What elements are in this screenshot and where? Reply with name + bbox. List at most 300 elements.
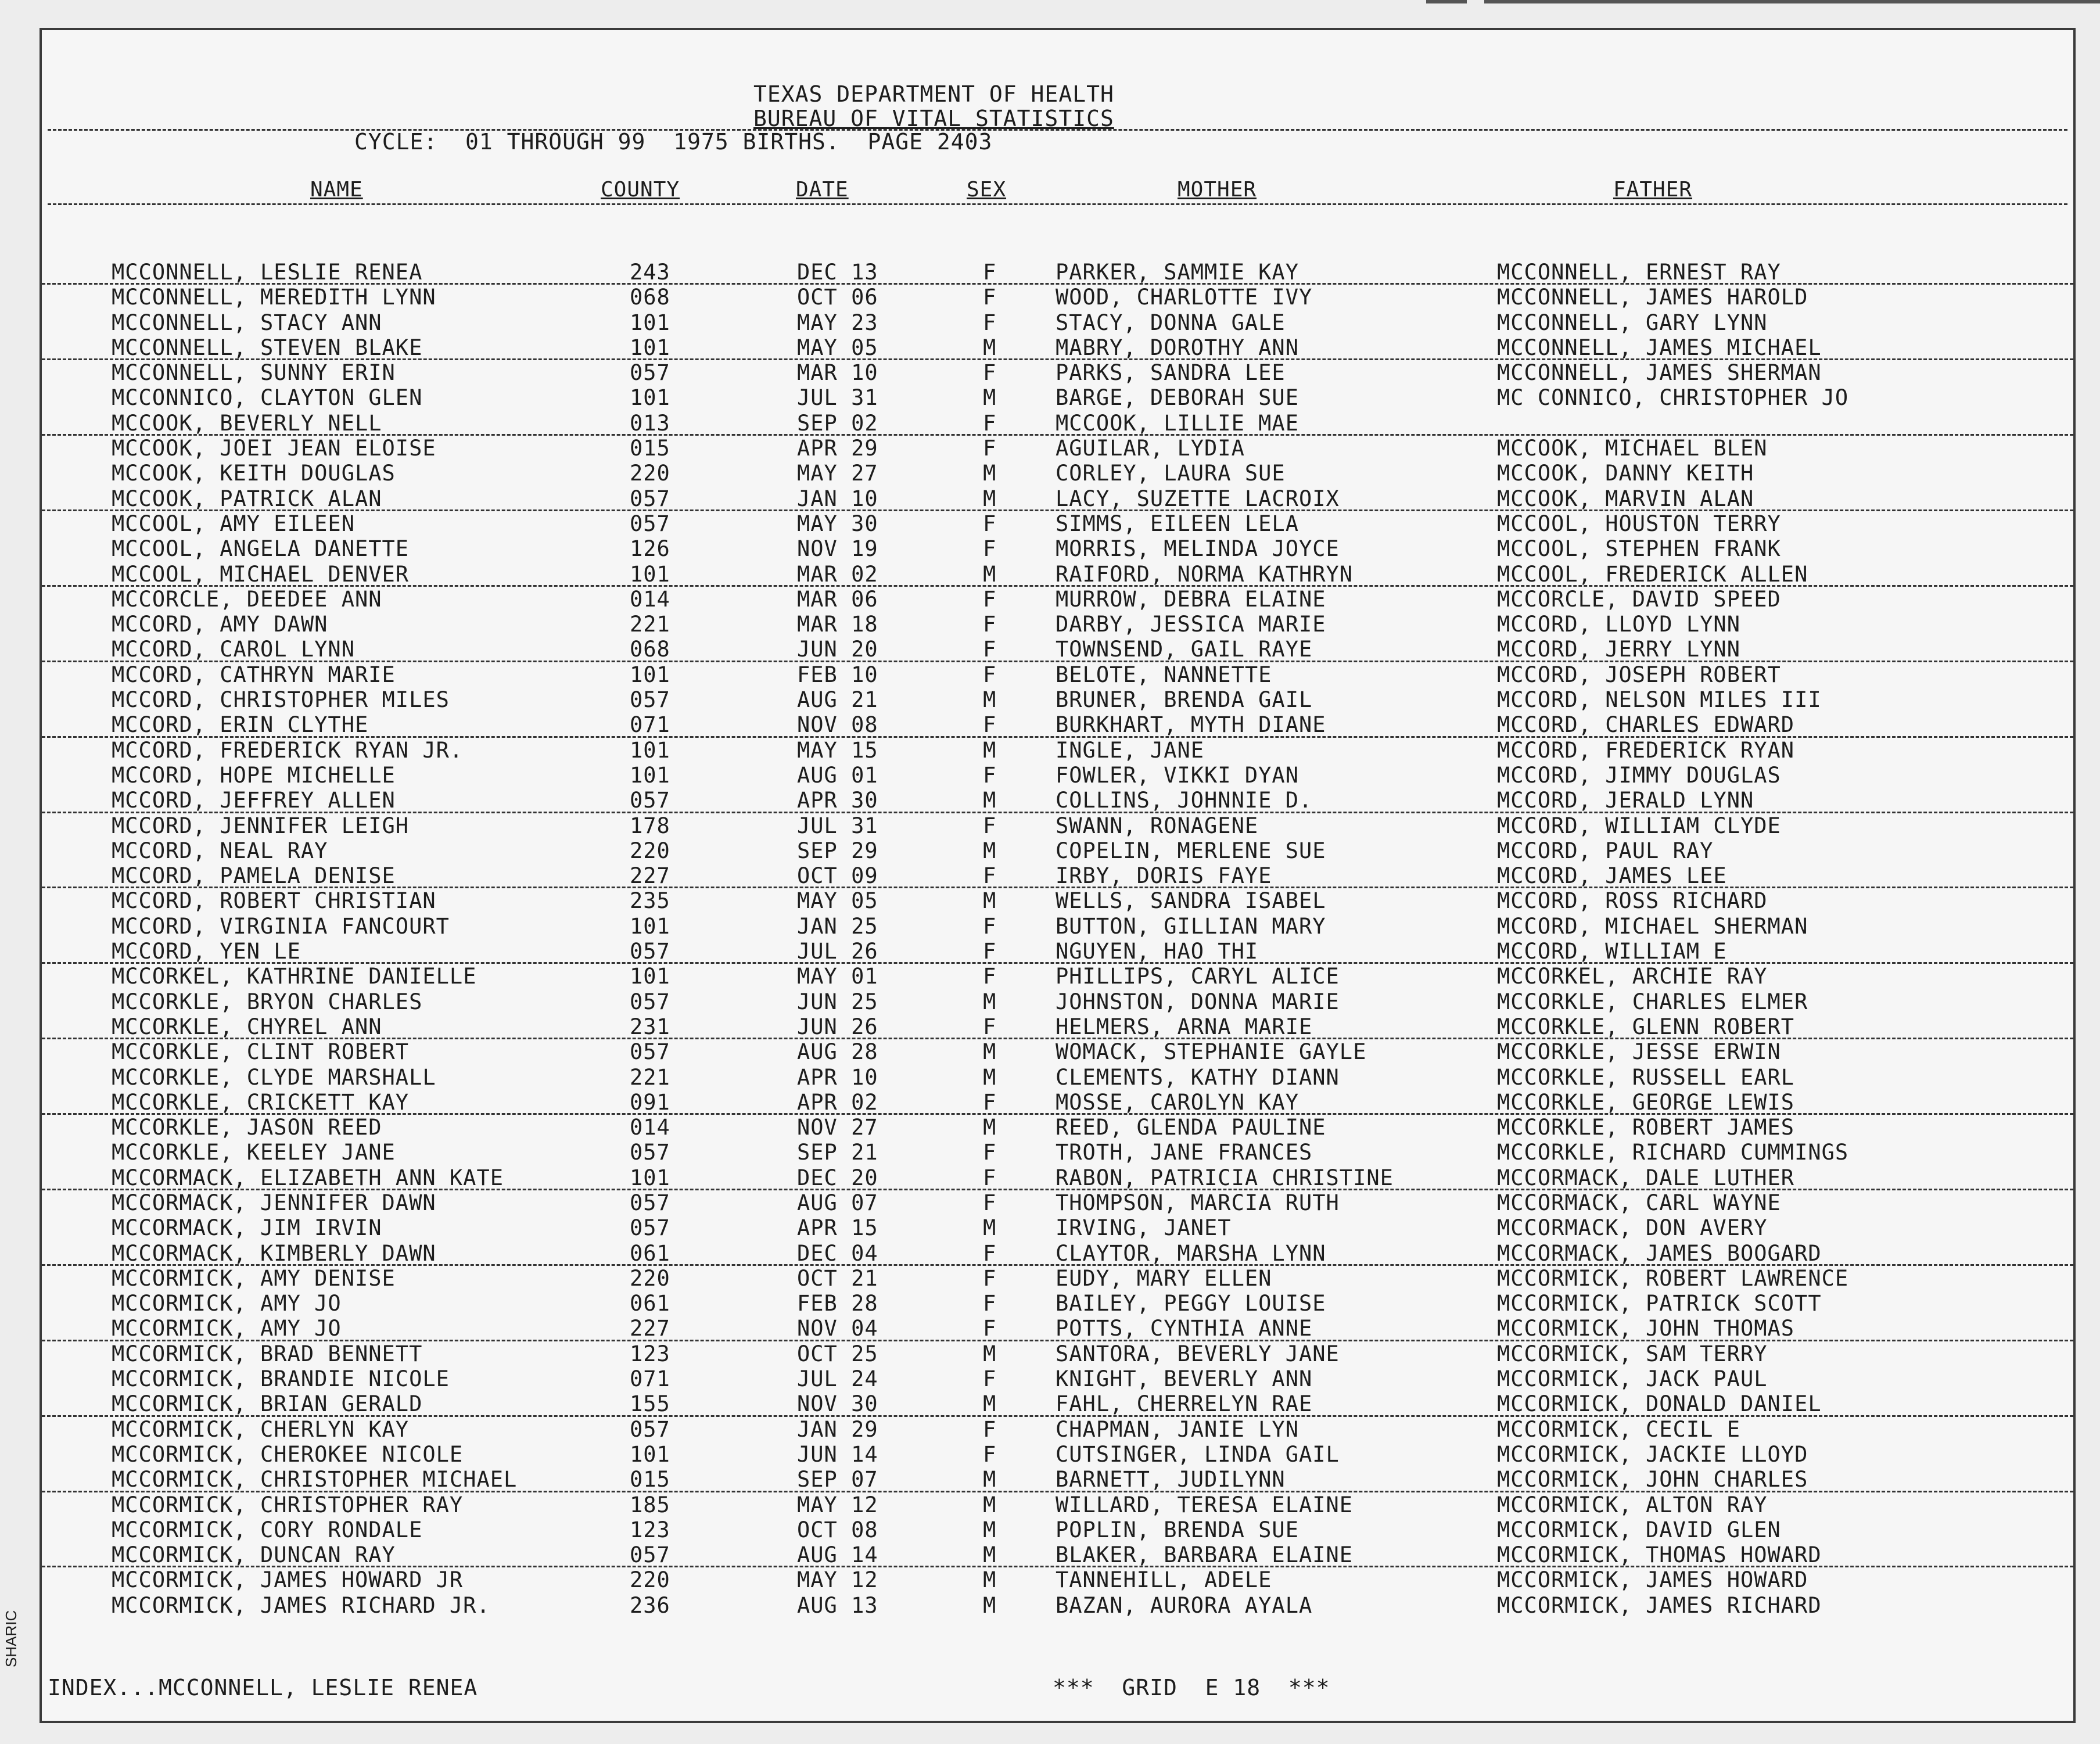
cell-date: APR 02 (797, 1089, 878, 1115)
cell-county: 057 (630, 1190, 670, 1215)
cell-date: MAY 15 (797, 737, 878, 763)
cell-mother: SIMMS, EILEEN LELA (1056, 511, 1299, 536)
cell-name: MCCORMICK, AMY DENISE (112, 1265, 396, 1291)
cell-county: 227 (630, 863, 670, 889)
cell-name: MCCORD, ERIN CLYTHE (112, 712, 369, 738)
table-row (42, 788, 2073, 813)
table-row (42, 1442, 2073, 1467)
cell-mother: SANTORA, BEVERLY JANE (1056, 1341, 1340, 1366)
cell-date: NOV 27 (797, 1115, 878, 1140)
cell-name: MCCORD, NEAL RAY (112, 838, 328, 863)
table-row (42, 1366, 2073, 1391)
cell-sex: M (983, 1341, 997, 1366)
cell-name: MCCONNELL, MEREDITH LYNN (112, 285, 436, 310)
column-header-sex: SEX (967, 178, 1007, 202)
cell-date: NOV 04 (797, 1316, 878, 1341)
cell-county: 057 (630, 1542, 670, 1568)
cell-mother: KNIGHT, BEVERLY ANN (1056, 1366, 1313, 1392)
cell-mother: NGUYEN, HAO THI (1056, 939, 1259, 964)
cell-county: 178 (630, 813, 670, 838)
cell-name: MCCORMICK, BRANDIE NICOLE (112, 1366, 450, 1392)
cell-sex: F (983, 1165, 997, 1190)
cell-sex: F (983, 1291, 997, 1316)
cell-father: MCCONNELL, ERNEST RAY (1497, 260, 1781, 285)
cell-father: MCCORKLE, RUSSELL EARL (1497, 1064, 1795, 1090)
cell-sex: M (983, 1391, 997, 1417)
cell-county: 101 (630, 913, 670, 939)
cell-father: MCCORMICK, JOHN CHARLES (1497, 1467, 1808, 1492)
cell-mother: BURKHART, MYTH DIANE (1056, 712, 1326, 738)
cell-county: 061 (630, 1240, 670, 1266)
cell-name: MCCORD, VIRGINIA FANCOURT (112, 913, 450, 939)
cell-name: MCCORD, JEFFREY ALLEN (112, 788, 396, 813)
cell-county: 014 (630, 1115, 670, 1140)
cell-date: MAR 02 (797, 561, 878, 587)
cell-father: MCCORMICK, THOMAS HOWARD (1497, 1542, 1822, 1568)
cell-mother: PARKS, SANDRA LEE (1056, 360, 1286, 386)
cell-name: MCCOOK, KEITH DOUGLAS (112, 461, 396, 486)
cell-name: MCCOOL, MICHAEL DENVER (112, 561, 410, 587)
cell-father: MCCOOL, FREDERICK ALLEN (1497, 561, 1808, 587)
cell-sex: F (983, 1416, 997, 1442)
cell-father: MC CONNICO, CHRISTOPHER JO (1497, 385, 1849, 411)
cell-mother: COPELIN, MERLENE SUE (1056, 838, 1326, 863)
cell-sex: M (983, 888, 997, 914)
cell-mother: WOMACK, STEPHANIE GAYLE (1056, 1039, 1367, 1065)
cell-county: 101 (630, 964, 670, 989)
cell-mother: IRBY, DORIS FAYE (1056, 863, 1272, 889)
cell-father: MCCORD, JAMES LEE (1497, 863, 1727, 889)
table-row (42, 1517, 2073, 1542)
cell-sex: F (983, 813, 997, 838)
cell-sex: F (983, 260, 997, 285)
cell-date: AUG 07 (797, 1190, 878, 1215)
cell-date: JAN 25 (797, 913, 878, 939)
cell-father: MCCORMICK, JAMES RICHARD (1497, 1592, 1822, 1618)
cell-mother: BUTTON, GILLIAN MARY (1056, 913, 1326, 939)
cell-date: APR 15 (797, 1215, 878, 1241)
cell-sex: F (983, 1014, 997, 1039)
cell-date: MAY 30 (797, 511, 878, 536)
cell-mother: TROTH, JANE FRANCES (1056, 1140, 1313, 1165)
cell-date: MAY 12 (797, 1492, 878, 1517)
table-row (42, 838, 2073, 863)
cell-father: MCCORMICK, JAMES HOWARD (1497, 1567, 1808, 1593)
cell-sex: M (983, 1492, 997, 1517)
cell-mother: PHILLIPS, CARYL ALICE (1056, 964, 1340, 989)
table-row (42, 411, 2073, 436)
cell-mother: POTTS, CYNTHIA ANNE (1056, 1316, 1313, 1341)
cell-father: MCCORMACK, DON AVERY (1497, 1215, 1768, 1241)
cell-father: MCCORD, LLOYD LYNN (1497, 612, 1740, 637)
cell-county: 057 (630, 1039, 670, 1065)
cell-mother: BARNETT, JUDILYNN (1056, 1467, 1286, 1492)
cell-county: 101 (630, 762, 670, 788)
table-row (42, 1467, 2073, 1492)
cell-date: JUN 20 (797, 637, 878, 662)
cell-sex: F (983, 536, 997, 562)
table-row (42, 1090, 2073, 1115)
column-header-name: NAME (310, 178, 363, 202)
cell-mother: WOOD, CHARLOTTE IVY (1056, 285, 1313, 310)
cell-date: MAY 05 (797, 335, 878, 360)
cell-date: MAR 18 (797, 612, 878, 637)
table-row (42, 763, 2073, 788)
table-row (42, 1341, 2073, 1366)
cell-father: MCCORMACK, DALE LUTHER (1497, 1165, 1795, 1190)
cell-name: MCCOOK, BEVERLY NELL (112, 410, 382, 436)
cell-date: FEB 28 (797, 1291, 878, 1316)
top-edge-mark-left (1426, 0, 1467, 3)
cell-name: MCCORD, CHRISTOPHER MILES (112, 687, 450, 713)
cell-mother: CHAPMAN, JANIE LYN (1056, 1416, 1299, 1442)
cell-county: 091 (630, 1089, 670, 1115)
cell-name: MCCORMACK, KIMBERLY DAWN (112, 1240, 436, 1266)
cell-county: 101 (630, 335, 670, 360)
cell-date: AUG 14 (797, 1542, 878, 1568)
cell-date: APR 29 (797, 436, 878, 461)
cell-name: MCCORMICK, CHEROKEE NICOLE (112, 1441, 464, 1467)
cell-sex: M (983, 687, 997, 713)
cell-county: 057 (630, 989, 670, 1014)
cell-name: MCCONNELL, STEVEN BLAKE (112, 335, 423, 360)
table-row (42, 587, 2073, 612)
table-row (42, 712, 2073, 737)
cell-sex: F (983, 1366, 997, 1392)
cell-father: MCCONNELL, JAMES HAROLD (1497, 285, 1808, 310)
cell-date: MAY 01 (797, 964, 878, 989)
cell-date: AUG 13 (797, 1592, 878, 1618)
index-footer: INDEX...MCCONNELL, LESLIE RENEA (48, 1675, 478, 1700)
cell-sex: M (983, 461, 997, 486)
cell-sex: M (983, 486, 997, 511)
cell-mother: POPLIN, BRENDA SUE (1056, 1517, 1299, 1542)
cell-sex: F (983, 436, 997, 461)
cell-sex: F (983, 1316, 997, 1341)
cell-name: MCCORD, PAMELA DENISE (112, 863, 396, 889)
cell-sex: M (983, 1467, 997, 1492)
cell-mother: MOSSE, CAROLYN KAY (1056, 1089, 1299, 1115)
cell-sex: F (983, 1089, 997, 1115)
cell-sex: M (983, 335, 997, 360)
cell-name: MCCONNELL, LESLIE RENEA (112, 260, 423, 285)
cell-county: 057 (630, 687, 670, 713)
cell-father: MCCORKLE, JESSE ERWIN (1497, 1039, 1781, 1065)
cell-date: JUL 24 (797, 1366, 878, 1392)
records-table (42, 260, 2073, 1618)
cell-date: MAR 10 (797, 360, 878, 386)
cell-name: MCCORKLE, BRYON CHARLES (112, 989, 423, 1014)
table-row (42, 1316, 2073, 1341)
table-row (42, 1215, 2073, 1240)
cell-name: MCCORKLE, CRICKETT KAY (112, 1089, 410, 1115)
cell-mother: COLLINS, JOHNNIE D. (1056, 788, 1313, 813)
cell-father: MCCOOL, HOUSTON TERRY (1497, 511, 1781, 536)
cell-name: MCCORMICK, JAMES HOWARD JR (112, 1567, 464, 1593)
cell-sex: F (983, 1190, 997, 1215)
table-row (42, 1417, 2073, 1442)
column-header-father: FATHER (1613, 178, 1693, 202)
cell-date: APR 30 (797, 788, 878, 813)
cell-mother: LACY, SUZETTE LACROIX (1056, 486, 1340, 511)
cell-name: MCCONNICO, CLAYTON GLEN (112, 385, 423, 411)
cell-name: MCCORKLE, JASON REED (112, 1115, 382, 1140)
table-row (42, 360, 2073, 385)
cell-date: JUL 31 (797, 813, 878, 838)
cell-county: 057 (630, 486, 670, 511)
cell-name: MCCORD, CAROL LYNN (112, 637, 355, 662)
cell-mother: EUDY, MARY ELLEN (1056, 1265, 1272, 1291)
header-rule (48, 129, 2067, 131)
cell-county: 101 (630, 1165, 670, 1190)
cell-name: MCCORKLE, CHYREL ANN (112, 1014, 382, 1039)
cell-father: MCCORKLE, GLENN ROBERT (1497, 1014, 1795, 1039)
cell-sex: M (983, 838, 997, 863)
table-row (42, 1567, 2073, 1592)
cell-father: MCCORD, PAUL RAY (1497, 838, 1714, 863)
cell-county: 101 (630, 1441, 670, 1467)
table-row (42, 1241, 2073, 1266)
cell-name: MCCOOK, JOEI JEAN ELOISE (112, 436, 436, 461)
cell-date: DEC 13 (797, 260, 878, 285)
cell-name: MCCOOL, AMY EILEEN (112, 511, 355, 536)
cell-father: MCCORMICK, JACK PAUL (1497, 1366, 1768, 1392)
cell-mother: BAILEY, PEGGY LOUISE (1056, 1291, 1326, 1316)
cell-date: NOV 30 (797, 1391, 878, 1417)
table-row (42, 888, 2073, 913)
cell-name: MCCORD, FREDERICK RYAN JR. (112, 737, 464, 763)
cell-name: MCCORMICK, CORY RONDALE (112, 1517, 423, 1542)
cell-name: MCCORD, CATHRYN MARIE (112, 662, 396, 687)
cell-mother: MABRY, DOROTHY ANN (1056, 335, 1299, 360)
table-row (42, 511, 2073, 536)
cell-sex: M (983, 737, 997, 763)
cell-date: JAN 29 (797, 1416, 878, 1442)
cell-mother: FAHL, CHERRELYN RAE (1056, 1391, 1313, 1417)
cell-county: 123 (630, 1517, 670, 1542)
cell-mother: WILLARD, TERESA ELAINE (1056, 1492, 1354, 1517)
cell-date: DEC 20 (797, 1165, 878, 1190)
cell-sex: M (983, 1542, 997, 1568)
cell-mother: BRUNER, BRENDA GAIL (1056, 687, 1313, 713)
cell-county: 123 (630, 1341, 670, 1366)
table-row (42, 964, 2073, 989)
cell-county: 155 (630, 1391, 670, 1417)
grid-footer: *** GRID E 18 *** (1053, 1675, 1330, 1700)
cell-name: MCCOOL, ANGELA DANETTE (112, 536, 410, 562)
cell-county: 231 (630, 1014, 670, 1039)
table-row (42, 1492, 2073, 1517)
cell-mother: BARGE, DEBORAH SUE (1056, 385, 1299, 411)
cell-county: 068 (630, 637, 670, 662)
cell-father: MCCOOL, STEPHEN FRANK (1497, 536, 1781, 562)
cell-sex: F (983, 586, 997, 612)
cell-county: 243 (630, 260, 670, 285)
cell-name: MCCORMICK, DUNCAN RAY (112, 1542, 396, 1568)
column-header-county: COUNTY (601, 178, 680, 202)
table-row (42, 687, 2073, 712)
cell-county: 236 (630, 1592, 670, 1618)
cell-mother: BELOTE, NANNETTE (1056, 662, 1272, 687)
cell-mother: REED, GLENDA PAULINE (1056, 1115, 1326, 1140)
table-row (42, 562, 2073, 587)
cell-father: MCCONNELL, JAMES MICHAEL (1497, 335, 1822, 360)
cell-father: MCCORD, ROSS RICHARD (1497, 888, 1768, 914)
cell-date: JUL 26 (797, 939, 878, 964)
cell-date: SEP 29 (797, 838, 878, 863)
cell-sex: F (983, 964, 997, 989)
cell-sex: F (983, 863, 997, 889)
cell-sex: F (983, 1441, 997, 1467)
cell-name: MCCORKLE, KEELEY JANE (112, 1140, 396, 1165)
cell-county: 057 (630, 939, 670, 964)
table-row (42, 385, 2073, 410)
cell-mother: IRVING, JANET (1056, 1215, 1232, 1241)
cell-sex: M (983, 561, 997, 587)
cell-name: MCCORD, ROBERT CHRISTIAN (112, 888, 436, 914)
cell-county: 220 (630, 838, 670, 863)
cell-county: 101 (630, 662, 670, 687)
cell-father: MCCORKEL, ARCHIE RAY (1497, 964, 1768, 989)
cell-mother: TANNEHILL, ADELE (1056, 1567, 1272, 1593)
cell-mother: FOWLER, VIKKI DYAN (1056, 762, 1299, 788)
cell-mother: BLAKER, BARBARA ELAINE (1056, 1542, 1354, 1568)
cell-county: 057 (630, 1416, 670, 1442)
table-row (42, 1266, 2073, 1291)
cell-county: 220 (630, 1265, 670, 1291)
cell-name: MCCORMICK, BRAD BENNETT (112, 1341, 423, 1366)
cell-name: MCCORMICK, AMY JO (112, 1316, 342, 1341)
cell-sex: F (983, 612, 997, 637)
cell-date: JUN 26 (797, 1014, 878, 1039)
cell-date: FEB 10 (797, 662, 878, 687)
cell-county: 101 (630, 385, 670, 411)
cell-name: MCCORMACK, ELIZABETH ANN KATE (112, 1165, 504, 1190)
cell-date: OCT 09 (797, 863, 878, 889)
cell-date: SEP 07 (797, 1467, 878, 1492)
cell-county: 101 (630, 310, 670, 335)
header-cycle: CYCLE: 01 THROUGH 99 1975 BIRTHS. PAGE 2403 (354, 129, 993, 155)
cell-sex: F (983, 310, 997, 335)
cell-date: OCT 25 (797, 1341, 878, 1366)
cell-father: MCCORKLE, ROBERT JAMES (1497, 1115, 1795, 1140)
cell-name: MCCORD, JENNIFER LEIGH (112, 813, 410, 838)
column-header-rule (48, 203, 2067, 205)
cell-date: AUG 21 (797, 687, 878, 713)
cell-father: MCCORMICK, CECIL E (1497, 1416, 1740, 1442)
cell-sex: M (983, 385, 997, 411)
cell-sex: F (983, 939, 997, 964)
cell-mother: HELMERS, ARNA MARIE (1056, 1014, 1313, 1039)
cell-name: MCCORMICK, CHRISTOPHER RAY (112, 1492, 464, 1517)
cell-father: MCCORMICK, SAM TERRY (1497, 1341, 1768, 1366)
cell-date: MAY 12 (797, 1567, 878, 1593)
cell-mother: MORRIS, MELINDA JOYCE (1056, 536, 1340, 562)
cell-county: 057 (630, 360, 670, 386)
cell-county: 014 (630, 586, 670, 612)
cell-mother: WELLS, SANDRA ISABEL (1056, 888, 1326, 914)
cell-name: MCCORMACK, JENNIFER DAWN (112, 1190, 436, 1215)
table-row (42, 1291, 2073, 1316)
cell-mother: CORLEY, LAURA SUE (1056, 461, 1286, 486)
cell-name: MCCONNELL, SUNNY ERIN (112, 360, 396, 386)
cell-county: 235 (630, 888, 670, 914)
cell-sex: M (983, 1215, 997, 1241)
cell-date: NOV 08 (797, 712, 878, 738)
cell-date: JAN 10 (797, 486, 878, 511)
table-row (42, 1014, 2073, 1039)
cell-mother: INGLE, JANE (1056, 737, 1205, 763)
cell-sex: F (983, 285, 997, 310)
table-row (42, 1140, 2073, 1165)
cell-county: 185 (630, 1492, 670, 1517)
cell-sex: M (983, 1567, 997, 1593)
header-department: TEXAS DEPARTMENT OF HEALTH (753, 81, 1114, 107)
cell-county: 061 (630, 1291, 670, 1316)
cell-mother: SWANN, RONAGENE (1056, 813, 1259, 838)
cell-sex: F (983, 1265, 997, 1291)
cell-name: MCCORMACK, JIM IRVIN (112, 1215, 382, 1241)
cell-date: MAY 05 (797, 888, 878, 914)
cell-county: 220 (630, 1567, 670, 1593)
cell-county: 101 (630, 561, 670, 587)
cell-mother: MCCOOK, LILLIE MAE (1056, 410, 1299, 436)
cell-mother: THOMPSON, MARCIA RUTH (1056, 1190, 1340, 1215)
cell-county: 057 (630, 1215, 670, 1241)
cell-date: JUL 31 (797, 385, 878, 411)
cell-father: MCCORD, CHARLES EDWARD (1497, 712, 1795, 738)
cell-father: MCCORMICK, JACKIE LLOYD (1497, 1441, 1808, 1467)
table-row (42, 1065, 2073, 1090)
cell-county: 101 (630, 737, 670, 763)
cell-sex: F (983, 360, 997, 386)
cell-mother: PARKER, SAMMIE KAY (1056, 260, 1299, 285)
cell-mother: RABON, PATRICIA CHRISTINE (1056, 1165, 1394, 1190)
cell-father: MCCORD, WILLIAM E (1497, 939, 1727, 964)
cell-father: MCCORMICK, DAVID GLEN (1497, 1517, 1781, 1542)
cell-mother: TOWNSEND, GAIL RAYE (1056, 637, 1313, 662)
cell-father: MCCONNELL, JAMES SHERMAN (1497, 360, 1822, 386)
cell-father: MCCOOK, DANNY KEITH (1497, 461, 1754, 486)
cell-father: MCCORD, WILLIAM CLYDE (1497, 813, 1781, 838)
cell-county: 221 (630, 1064, 670, 1090)
cell-father: MCCORCLE, DAVID SPEED (1497, 586, 1781, 612)
cell-mother: CLEMENTS, KATHY DIANN (1056, 1064, 1340, 1090)
cell-father: MCCORD, FREDERICK RYAN (1497, 737, 1795, 763)
cell-county: 221 (630, 612, 670, 637)
cell-date: AUG 28 (797, 1039, 878, 1065)
cell-father: MCCORKLE, RICHARD CUMMINGS (1497, 1140, 1849, 1165)
cell-sex: M (983, 1039, 997, 1065)
cell-mother: RAIFORD, NORMA KATHRYN (1056, 561, 1354, 587)
table-row (42, 260, 2073, 285)
cell-mother: CUTSINGER, LINDA GAIL (1056, 1441, 1340, 1467)
cell-date: MAR 06 (797, 586, 878, 612)
cell-mother: JOHNSTON, DONNA MARIE (1056, 989, 1340, 1014)
cell-county: 071 (630, 1366, 670, 1392)
cell-name: MCCORMICK, AMY JO (112, 1291, 342, 1316)
cell-name: MCCORKLE, CLINT ROBERT (112, 1039, 410, 1065)
cell-father: MCCORMICK, PATRICK SCOTT (1497, 1291, 1822, 1316)
table-row (42, 813, 2073, 838)
cell-mother: CLAYTOR, MARSHA LYNN (1056, 1240, 1326, 1266)
cell-mother: STACY, DONNA GALE (1056, 310, 1286, 335)
table-row (42, 1115, 2073, 1140)
cell-name: MCCOOK, PATRICK ALAN (112, 486, 382, 511)
cell-sex: F (983, 762, 997, 788)
table-row (42, 1165, 2073, 1190)
table-row (42, 738, 2073, 763)
